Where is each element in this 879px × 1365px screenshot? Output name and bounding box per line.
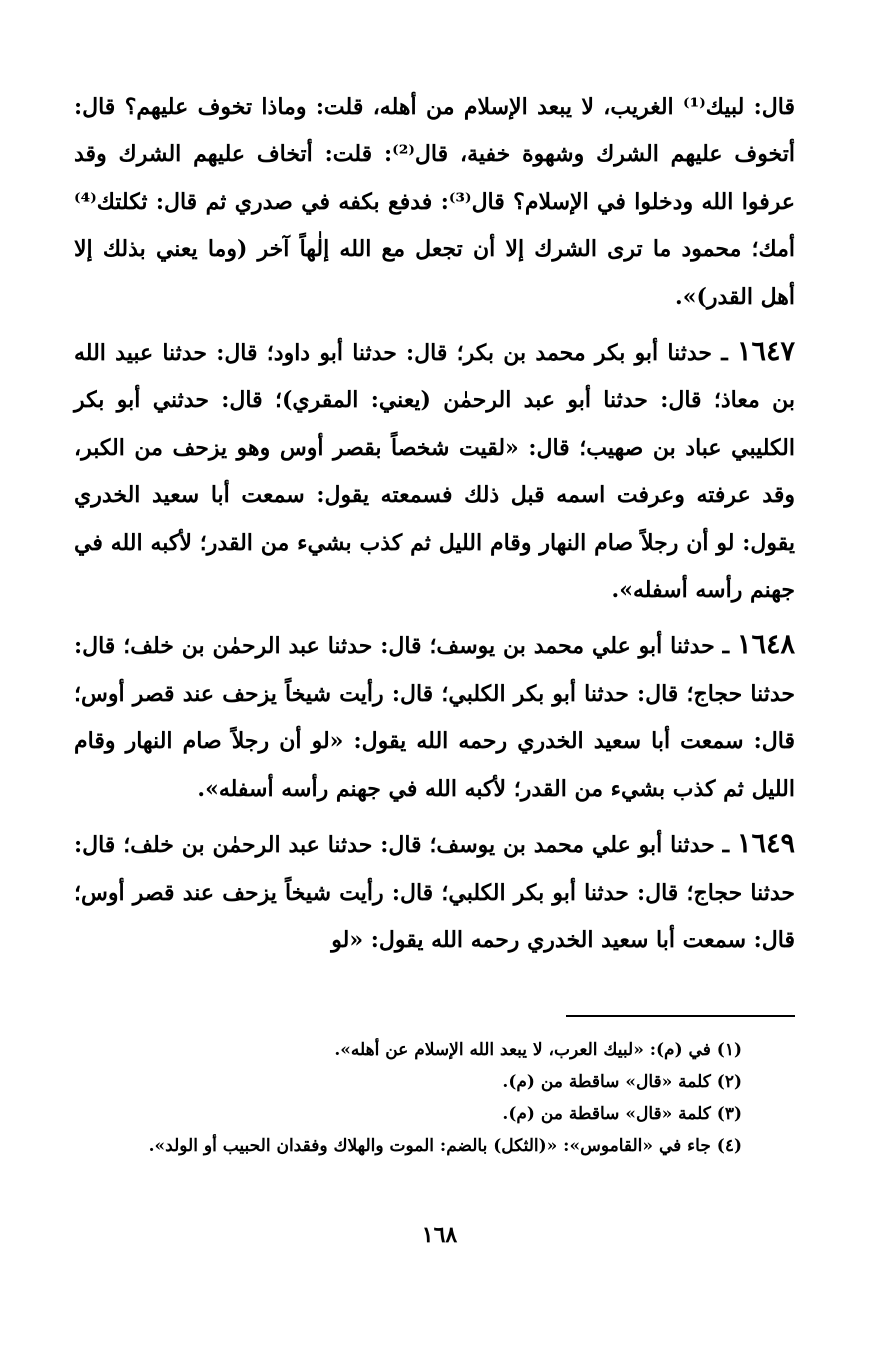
footnote-4: (٤) جاء في «القاموس»: «(الثكل) بالضم: الموت والهلاك وفقدان الحبيب أو الولد». xyxy=(148,1136,742,1156)
hadith-1647 xyxy=(74,328,795,614)
footnote-divider xyxy=(566,1015,795,1017)
hadith-number: ١٦٤٧ xyxy=(736,336,795,368)
hadith-1648 xyxy=(74,621,795,813)
hadith-number: ١٦٤٨ xyxy=(736,629,795,661)
footnotes xyxy=(62,1034,742,1162)
paragraph-continuation xyxy=(74,84,795,321)
main-text xyxy=(74,84,795,964)
hadith-1649 xyxy=(74,820,795,964)
paragraph-text: ـ حدثنا أبو بكر محمد بن بكر؛ قال: حدثنا أبو داود؛ قال: حدثنا عبيد الله بن معاذ؛ قال: حدثنا أبو عبد الرحمٰن (يعني: المقري)؛ قال: حدثني أبو بكر الكليبي عباد بن صهيب؛ قال: «لقيت شخصاً بقصر أوس وهو يزحف من الكبر، وقد عرفته وعرفت اسمه قبل ذلك فسمعته يقول: سمعت أبا سعيد الخدري يقول: لو أن رجلاً صام النهار وقام الليل ثم كذب بشيء من القدر؛ لأكبه الله في جهنم رأسه أسفله». xyxy=(74,340,795,604)
footnote-1: (١) في (م): «لبيك العرب، لا يبعد الله الإسلام عن أهله». xyxy=(334,1040,742,1060)
paragraph-text: قال: لبيك⁽¹⁾ الغريب، لا يبعد الإسلام من أهله، قلت: وماذا تخوف عليهم؟ قال: أتخوف عليهم الشرك وشهوة خفية، قال⁽²⁾: قلت: أتخاف عليهم الشرك وقد عرفوا الله ودخلوا في الإسلام؟ قال⁽³⁾: فدفع بكفه في صدري ثم قال: ثكلتك⁽⁴⁾ أمك؛ محمود ما ترى الشرك إلا أن تجعل مع الله إلٰهاً آخر (وما يعني بذلك إلا أهل القدر)». xyxy=(74,94,796,310)
paragraph-text: ـ حدثنا أبو علي محمد بن يوسف؛ قال: حدثنا عبد الرحمٰن بن خلف؛ قال: حدثنا حجاج؛ قال: حدثنا أبو بكر الكلبي؛ قال: رأيت شيخاً يزحف عند قصر أوس؛ قال: سمعت أبا سعيد الخدري رحمه الله يقول: «لو xyxy=(74,832,795,953)
footnote-3: (٣) كلمة «قال» ساقطة من (م). xyxy=(502,1104,742,1124)
page-number: ١٦٨ xyxy=(421,1222,458,1248)
paragraph-text: ـ حدثنا أبو علي محمد بن يوسف؛ قال: حدثنا عبد الرحمٰن بن خلف؛ قال: حدثنا حجاج؛ قال: حدثنا أبو بكر الكلبي؛ قال: رأيت شيخاً يزحف عند قصر أوس؛ قال: سمعت أبا سعيد الخدري رحمه الله يقول: «لو أن رجلاً صام النهار وقام الليل ثم كذب بشيء من القدر؛ لأكبه الله في جهنم رأسه أسفله». xyxy=(74,633,795,802)
hadith-number: ١٦٤٩ xyxy=(736,828,795,860)
footnote-2: (٢) كلمة «قال» ساقطة من (م). xyxy=(502,1072,742,1092)
